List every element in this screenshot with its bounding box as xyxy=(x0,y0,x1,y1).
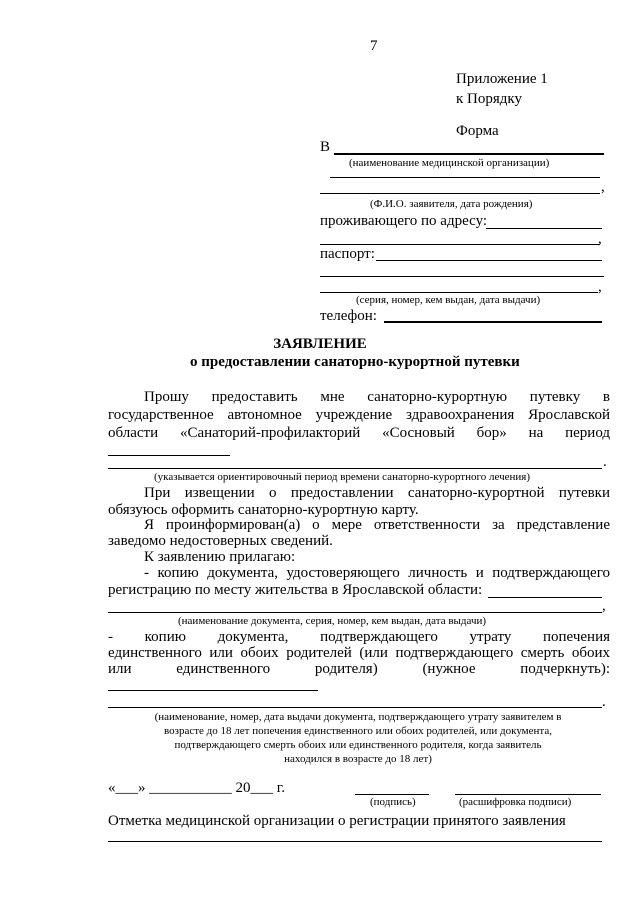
to-label: В xyxy=(320,139,331,155)
p3-line2: заведомо недостоверных сведений. xyxy=(108,533,333,549)
item1-field-line-2[interactable] xyxy=(108,612,602,613)
period-end: . xyxy=(603,454,607,470)
appendix-label: Приложение 1 xyxy=(456,71,548,87)
registration-mark-label: Отметка медицинской организации о регистрации принятого заявления xyxy=(108,813,566,829)
phone-field-line[interactable] xyxy=(384,321,602,323)
form-label: Форма xyxy=(456,123,499,139)
p1-line3: области «Санаторий-профилакторий «Сосновый бор» на период xyxy=(108,425,611,441)
order-label: к Порядку xyxy=(456,91,522,107)
document-subtitle: о предоставлении санаторно-курортной путевки xyxy=(190,354,520,370)
period-field-line[interactable] xyxy=(108,455,230,456)
signature-decode-line[interactable] xyxy=(455,794,601,795)
passport-field-line-3[interactable] xyxy=(320,292,598,293)
item2-caption-2: возрасте до 18 лет попечения единственного или обоих родителей, или документа, xyxy=(164,725,552,737)
item1-caption: (наименование документа, серия, номер, кем выдан, дата выдачи) xyxy=(178,615,487,627)
registration-mark-line[interactable] xyxy=(108,841,602,842)
item1-line1: - копию документа, удостоверяющего личность и подтверждающего xyxy=(144,565,610,581)
passport-field-line[interactable] xyxy=(376,260,602,261)
item2-caption-3: подтверждающего смерть обоих или единственного родителя, когда заявитель xyxy=(174,739,542,751)
item1-end: , xyxy=(602,598,606,614)
passport-label: паспорт: xyxy=(320,246,375,262)
address-comma: , xyxy=(598,231,602,247)
p2-line2: обязуюсь оформить санаторно-курортную карту. xyxy=(108,502,419,518)
passport-field-line-2[interactable] xyxy=(320,276,604,277)
signature-decode-caption: (расшифровка подписи) xyxy=(459,796,572,808)
p2-line1: При извещении о предоставлении санаторно-курортной путевки xyxy=(144,485,610,501)
fio-field-line[interactable] xyxy=(320,193,600,194)
passport-comma: , xyxy=(598,279,602,295)
item1-line2: регистрацию по месту жительства в Ярославской области: xyxy=(108,582,483,598)
address-field-line[interactable] xyxy=(486,228,602,229)
item2-end: . xyxy=(602,694,606,710)
period-field-line-2[interactable] xyxy=(108,468,602,469)
item2-line1: - копию документа, подтверждающего утрату попечения xyxy=(108,629,610,645)
document-title: ЗАЯВЛЕНИЕ xyxy=(273,336,367,352)
fio-caption: (Ф.И.О. заявителя, дата рождения) xyxy=(370,198,533,210)
item1-field-line[interactable] xyxy=(488,597,602,598)
p1-line2: государственное автономное учреждение здравоохранения Ярославской xyxy=(108,407,610,423)
item2-field-line[interactable] xyxy=(108,690,318,691)
page-number: 7 xyxy=(370,38,378,54)
period-caption: (указывается ориентировочный период времени санаторно-курортного лечения) xyxy=(154,471,530,483)
signature-caption: (подпись) xyxy=(370,796,416,808)
p3-line1: Я проинформирован(а) о мере ответственности за представление xyxy=(144,517,610,533)
item2-line3: или единственного родителя) (нужное подчеркнуть): xyxy=(108,661,611,677)
date-field[interactable]: «___» ___________ 20___ г. xyxy=(108,780,285,796)
item2-caption-4: находился в возрасте до 18 лет) xyxy=(284,753,432,765)
address-field-line-2[interactable] xyxy=(320,244,600,245)
p4: К заявлению прилагаю: xyxy=(144,549,296,565)
org-field-line[interactable] xyxy=(334,153,604,155)
item2-line2: единственного или обоих родителей (или подтверждающего смерть обоих xyxy=(108,645,610,661)
residing-label: проживающего по адресу: xyxy=(320,213,488,229)
item2-field-line-2[interactable] xyxy=(108,707,602,708)
passport-caption: (серия, номер, кем выдан, дата выдачи) xyxy=(356,294,541,306)
org-caption: (наименование медицинской организации) xyxy=(349,157,550,169)
fio-comma: , xyxy=(601,179,605,195)
phone-label: телефон: xyxy=(320,308,377,324)
item2-caption-1: (наименование, номер, дата выдачи документа, подтверждающего утрату заявителем в xyxy=(154,711,562,723)
p1-line1: Прошу предоставить мне санаторно-курортную путевку в xyxy=(144,389,610,405)
org-field-line-2[interactable] xyxy=(330,177,600,178)
signature-line[interactable] xyxy=(355,794,429,795)
